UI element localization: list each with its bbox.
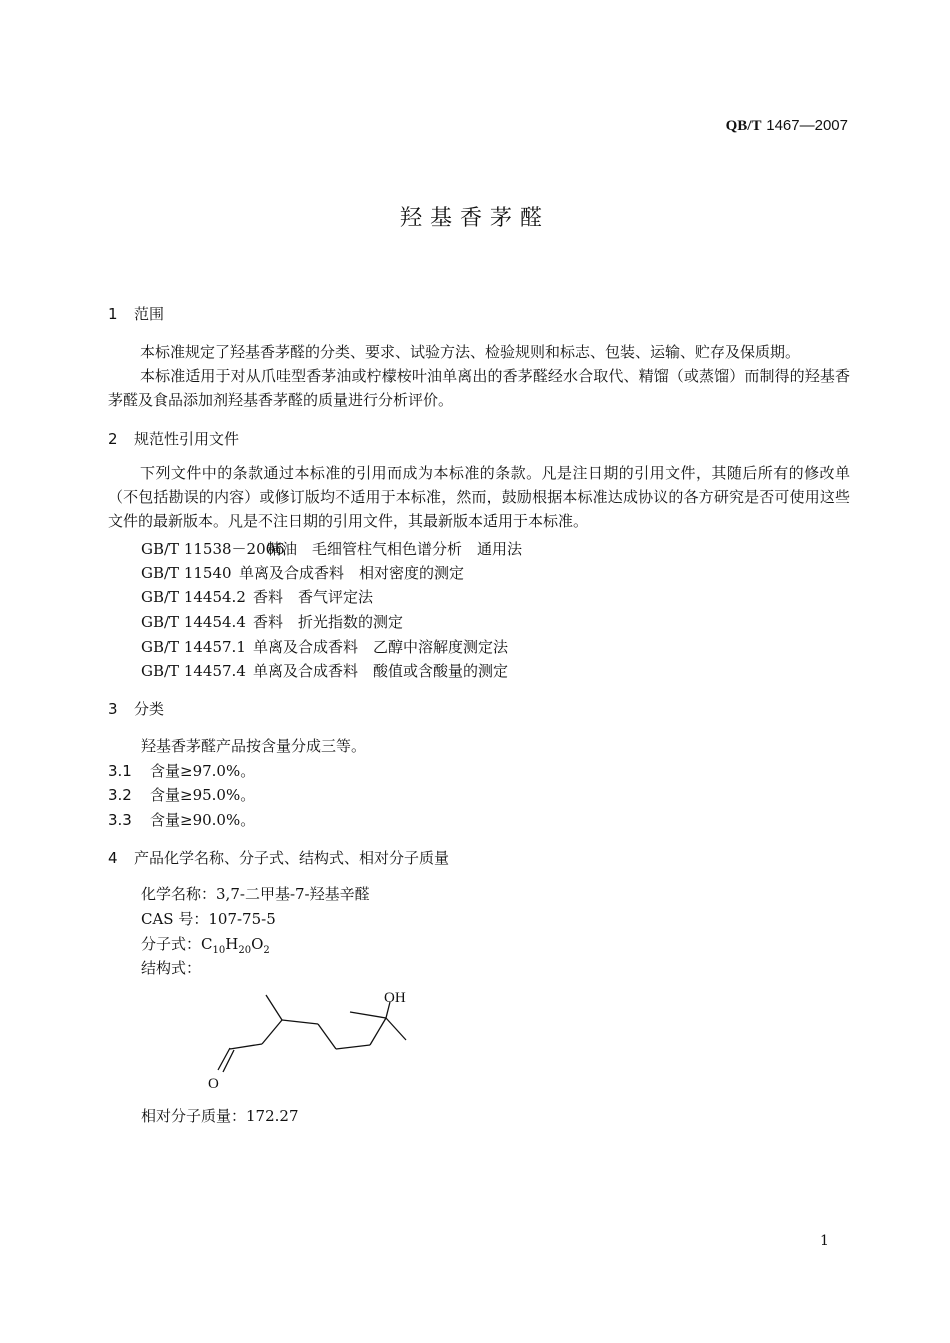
oh-label: OH [384,990,406,1006]
formula-o: O [251,935,264,953]
reference-desc: 香料 香气评定法 [253,588,374,606]
item-text: 含量≥95.0%。 [150,786,256,804]
section-title: 规范性引用文件 [134,430,240,448]
reference-code: GB/T 11540 [141,564,232,582]
reference-code: GB/T 14457.4 [141,662,246,680]
structural-formula [200,982,420,1094]
formula-o-count: 2 [263,945,270,956]
bond [262,1020,282,1044]
section-heading-scope [108,303,164,324]
scope-paragraph-1: 本标准规定了羟基香茅醛的分类、要求、试验方法、检验规则和标志、包装、运输、贮存及保质期。 [140,343,801,361]
item-text: 含量≥90.0%。 [150,811,256,829]
section-title: 分类 [134,700,165,718]
bond [336,1045,370,1049]
bond [370,1018,386,1045]
oxygen-label: O [208,1076,219,1092]
item-number: 3.3 [108,811,132,829]
scope-paragraph-2: 本标准适用于对从爪哇型香茅油或柠檬桉叶油单离出的香茅醛经水合取代、精馏（或蒸馏）而制得的羟基香茅醛及食品添加剂羟基香茅醛的质量进行分析评价。 [108,367,850,409]
formula-label: 分子式： [141,935,202,953]
molecular-mass [141,1105,299,1126]
reference-desc: 单离及合成香料 乙醇中溶解度测定法 [253,638,509,656]
bond [350,1012,386,1018]
bond [282,1020,318,1024]
chemical-name [141,883,370,904]
classification-intro: 羟基香茅醛产品按含量分成三等。 [141,737,367,755]
reference-item [141,586,373,607]
structure-bonds [218,995,406,1072]
reference-desc: 单离及合成香料 相对密度的测定 [239,564,465,582]
bond [223,1050,234,1072]
item-text: 含量≥97.0%。 [150,762,256,780]
cas-number [141,908,276,929]
bond [266,995,282,1020]
section-number: 3 [108,700,118,718]
standard-code-prefix: QB/T [725,118,762,134]
mass-value: 172.27 [246,1107,299,1125]
formula-h: H [225,935,239,953]
section-title: 范围 [134,305,165,323]
classification-item [108,784,255,805]
section-heading-classification [108,698,164,719]
chemical-name-value: 3,7-二甲基-7-羟基辛醛 [216,885,370,903]
chemical-name-label: 化学名称： [141,885,217,903]
bond [318,1024,336,1049]
bond [386,1018,406,1040]
structure-label: 结构式： [141,959,202,977]
reference-desc: 香料 折光指数的测定 [253,613,404,631]
section-number: 1 [108,305,118,323]
reference-code: GB/T 14454.4 [141,613,246,631]
item-number: 3.2 [108,786,132,804]
reference-item [141,538,522,559]
reference-code: GB/T 14457.1 [141,638,246,656]
reference-desc: 单离及合成香料 酸值或含酸量的测定 [253,662,509,680]
section-number: 2 [108,430,118,448]
reference-item [141,660,508,681]
document-title: 羟基香茅醛 [399,206,550,231]
formula-c-count: 10 [212,945,226,956]
molecular-formula [141,933,270,956]
section-title: 产品化学名称、分子式、结构式、相对分子质量 [134,849,450,867]
classification-item [108,760,255,781]
item-number: 3.1 [108,762,132,780]
cas-label: CAS 号： [141,910,209,928]
reference-code: GB/T 11538－2006 [141,540,285,558]
standard-code-number: 1467—2007 [766,117,848,134]
classification-item [108,809,255,830]
bond [230,1044,262,1049]
section-heading-chemistry [108,847,449,868]
formula-h-count: 20 [238,945,252,956]
reference-item [141,636,508,657]
section-heading-normative [108,428,239,449]
reference-item [141,562,464,583]
cas-value: 107-75-5 [208,910,276,928]
standard-code [726,116,848,135]
reference-desc: 精油 毛细管柱气相色谱分析 通用法 [267,540,523,558]
mass-label: 相对分子质量： [141,1107,247,1125]
page-number: 1 [820,1233,829,1249]
reference-item [141,611,403,632]
normative-intro: 下列文件中的条款通过本标准的引用而成为本标准的条款。凡是注日期的引用文件，其随后所有的修改单（不包括勘误的内容）或修订版均不适用于本标准，然而，鼓励根据本标准达成协议的各方研究是否可使用这些文件的最新版本。凡是不注日期的引用文件，其最新版本适用于本标准。 [108,464,850,530]
formula-c: C [201,935,213,953]
bond [218,1048,230,1070]
section-number: 4 [108,849,118,867]
reference-code: GB/T 14454.2 [141,588,246,606]
